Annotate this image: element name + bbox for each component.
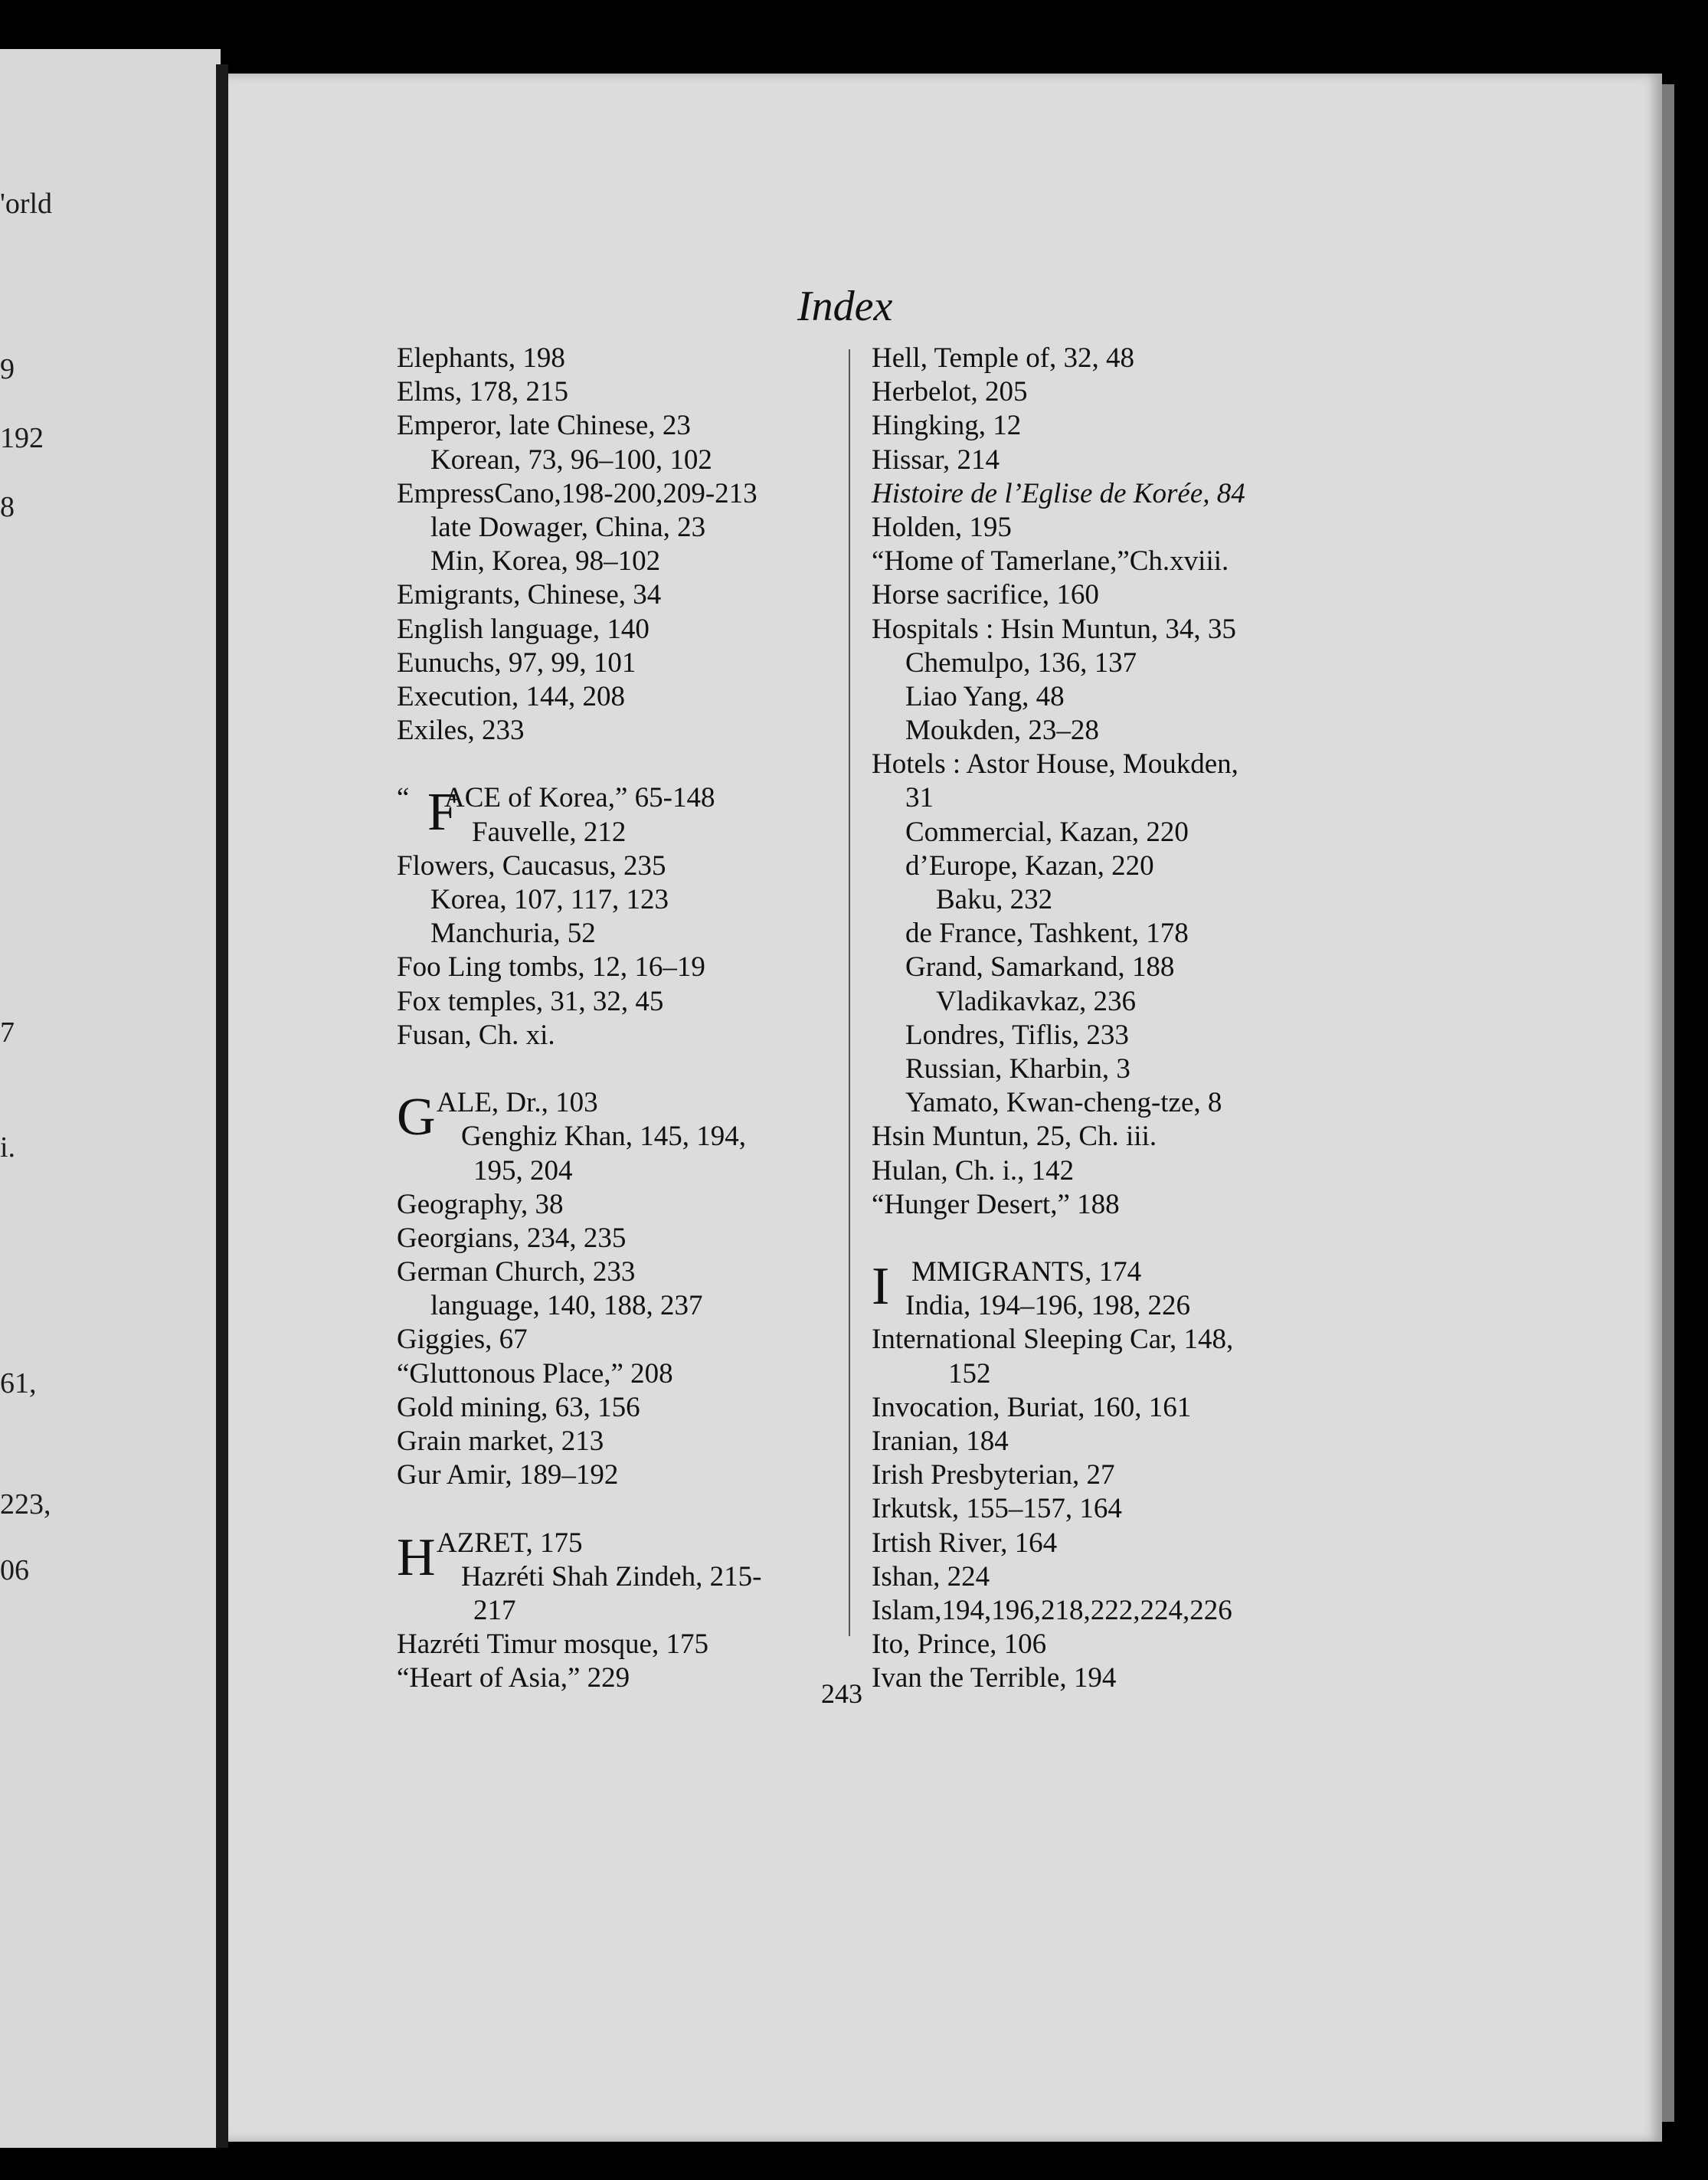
index-entry: “Gluttonous Place,” 208 bbox=[397, 1357, 673, 1390]
index-entry: Exiles, 233 bbox=[397, 715, 525, 747]
index-entry: English language, 140 bbox=[397, 613, 649, 645]
drop-cap: G bbox=[397, 1088, 436, 1147]
index-entry: Islam,194,196,218,222,224,226 bbox=[872, 1594, 1232, 1626]
index-subentry: Grand, Samarkand, 188 bbox=[905, 951, 1175, 984]
index-column-right bbox=[872, 342, 1346, 1696]
index-entry: Flowers, Caucasus, 235 bbox=[397, 849, 666, 882]
index-entry: “Hunger Desert,” 188 bbox=[872, 1188, 1120, 1220]
index-entry-text: ACE of Korea,” 65-148 bbox=[444, 782, 715, 814]
index-subentry: India, 194–196, 198, 226 bbox=[905, 1290, 1191, 1322]
index-subentry: 152 bbox=[948, 1357, 991, 1390]
index-entry: Elephants, 198 bbox=[397, 342, 565, 374]
index-entry-text: MMIGRANTS, 174 bbox=[911, 1256, 1142, 1288]
index-entry: Hingking, 12 bbox=[872, 410, 1022, 442]
index-entry-text: ALE, Dr., 103 bbox=[437, 1087, 598, 1119]
index-subentry: 195, 204 bbox=[473, 1154, 573, 1187]
previous-page-text-fragment: i. bbox=[0, 1131, 16, 1164]
index-column-left bbox=[397, 342, 856, 1696]
index-entry: German Church, 233 bbox=[397, 1256, 636, 1288]
index-entry: Georgians, 234, 235 bbox=[397, 1222, 627, 1254]
index-entry-text: AZRET, 175 bbox=[437, 1527, 583, 1559]
opening-quote: “ bbox=[397, 782, 410, 814]
index-subentry: Baku, 232 bbox=[936, 884, 1053, 915]
previous-page-text-fragment: 9 bbox=[0, 353, 15, 385]
index-entry: Giggies, 67 bbox=[397, 1324, 528, 1356]
page-number: 243 bbox=[821, 1678, 862, 1709]
previous-page-text-fragment: 8 bbox=[0, 491, 15, 523]
index-subentry: Genghiz Khan, 145, 194, bbox=[461, 1121, 746, 1153]
column-divider bbox=[849, 349, 850, 1636]
index-entry: “Home of Tamerlane,”Ch.xviii. bbox=[872, 545, 1229, 578]
index-subentry: Moukden, 23–28 bbox=[905, 715, 1099, 747]
drop-cap: F bbox=[427, 783, 457, 843]
index-subentry: 31 bbox=[905, 782, 934, 814]
previous-page-text-fragment: 223, bbox=[0, 1488, 51, 1520]
book-binding bbox=[216, 64, 228, 2148]
index-entry: Histoire de l’Eglise de Korée, 84 bbox=[872, 477, 1245, 509]
previous-page-text-fragment: 61, bbox=[0, 1367, 37, 1399]
index-subentry: Min, Korea, 98–102 bbox=[430, 545, 661, 578]
index-entry: EmpressCano,198-200,209-213 bbox=[397, 477, 757, 509]
page-edge bbox=[1662, 84, 1674, 2122]
index-entry: Eunuchs, 97, 99, 101 bbox=[397, 646, 636, 679]
previous-page-text-fragment: 7 bbox=[0, 1016, 15, 1049]
index-entry: Fusan, Ch. xi. bbox=[397, 1019, 555, 1051]
index-subentry: Manchuria, 52 bbox=[430, 918, 596, 950]
index-entry: International Sleeping Car, 148, bbox=[872, 1324, 1234, 1356]
index-entry: Ishan, 224 bbox=[872, 1560, 990, 1592]
index-entry: Gur Amir, 189–192 bbox=[397, 1459, 619, 1491]
index-entry: Ito, Prince, 106 bbox=[872, 1628, 1047, 1661]
index-subentry: Hazréti Shah Zindeh, 215- bbox=[461, 1560, 762, 1592]
drop-cap: I bbox=[872, 1257, 890, 1317]
section-gap bbox=[397, 1052, 856, 1086]
index-entry: Execution, 144, 208 bbox=[397, 680, 626, 712]
section-gap bbox=[397, 1492, 856, 1526]
previous-page-edge bbox=[0, 49, 221, 2148]
index-entry: Hsin Muntun, 25, Ch. iii. bbox=[872, 1121, 1157, 1153]
index-subentry: Fauvelle, 212 bbox=[472, 816, 627, 848]
index-subentry: Commercial, Kazan, 220 bbox=[905, 816, 1189, 848]
index-entry: Gold mining, 63, 156 bbox=[397, 1391, 640, 1423]
index-entry: Geography, 38 bbox=[397, 1188, 564, 1220]
page-title: Index bbox=[797, 283, 893, 330]
index-entry: Holden, 195 bbox=[872, 511, 1012, 543]
index-subentry: language, 140, 188, 237 bbox=[430, 1290, 703, 1322]
index-subentry: de France, Tashkent, 178 bbox=[905, 918, 1189, 950]
index-entry: Irtish River, 164 bbox=[872, 1527, 1058, 1559]
index-subentry: d’Europe, Kazan, 220 bbox=[905, 849, 1154, 882]
index-entry: Emigrants, Chinese, 34 bbox=[397, 579, 662, 611]
index-entry: Irish Presbyterian, 27 bbox=[872, 1459, 1115, 1491]
index-entry: Hulan, Ch. i., 142 bbox=[872, 1154, 1075, 1187]
index-entry: Grain market, 213 bbox=[397, 1426, 604, 1457]
index-entry: Emperor, late Chinese, 23 bbox=[397, 410, 691, 442]
previous-page-text-fragment: 06 bbox=[0, 1554, 29, 1586]
index-subentry: Korea, 107, 117, 123 bbox=[430, 884, 669, 915]
index-entry: Herbelot, 205 bbox=[872, 376, 1028, 408]
index-entry: Hazréti Timur mosque, 175 bbox=[397, 1628, 708, 1661]
previous-page-text-fragment: 192 bbox=[0, 422, 44, 454]
index-subentry: Korean, 73, 96–100, 102 bbox=[430, 444, 712, 476]
index-entry: Foo Ling tombs, 12, 16–19 bbox=[397, 951, 705, 984]
index-subentry: Vladikavkaz, 236 bbox=[936, 985, 1136, 1017]
index-subentry: Liao Yang, 48 bbox=[905, 680, 1065, 712]
index-subentry: 217 bbox=[473, 1594, 516, 1626]
index-subentry: Chemulpo, 136, 137 bbox=[905, 646, 1137, 679]
index-entry: Irkutsk, 155–157, 164 bbox=[872, 1493, 1122, 1525]
index-entry: Invocation, Buriat, 160, 161 bbox=[872, 1391, 1192, 1423]
index-entry: Hissar, 214 bbox=[872, 444, 1000, 476]
section-gap bbox=[872, 1222, 1346, 1255]
index-entry: Iranian, 184 bbox=[872, 1426, 1009, 1457]
index-entry: Fox temples, 31, 32, 45 bbox=[397, 985, 664, 1017]
index-subentry: Londres, Tiflis, 233 bbox=[905, 1019, 1129, 1051]
index-entry: Hotels : Astor House, Moukden, bbox=[872, 748, 1238, 781]
section-gap bbox=[397, 748, 856, 781]
index-subentry: late Dowager, China, 23 bbox=[430, 511, 706, 543]
index-entry: Hell, Temple of, 32, 48 bbox=[872, 342, 1135, 374]
previous-page-text-fragment: 'orld bbox=[0, 188, 53, 220]
index-entry: Horse sacrifice, 160 bbox=[872, 579, 1099, 611]
index-entry: Elms, 178, 215 bbox=[397, 376, 569, 408]
index-entry: “Heart of Asia,” 229 bbox=[397, 1662, 630, 1694]
index-entry: Hospitals : Hsin Muntun, 34, 35 bbox=[872, 613, 1236, 645]
index-entry: Ivan the Terrible, 194 bbox=[872, 1662, 1117, 1694]
index-subentry: Yamato, Kwan-cheng-tze, 8 bbox=[905, 1087, 1222, 1119]
drop-cap: H bbox=[397, 1527, 436, 1587]
index-subentry: Russian, Kharbin, 3 bbox=[905, 1052, 1130, 1085]
